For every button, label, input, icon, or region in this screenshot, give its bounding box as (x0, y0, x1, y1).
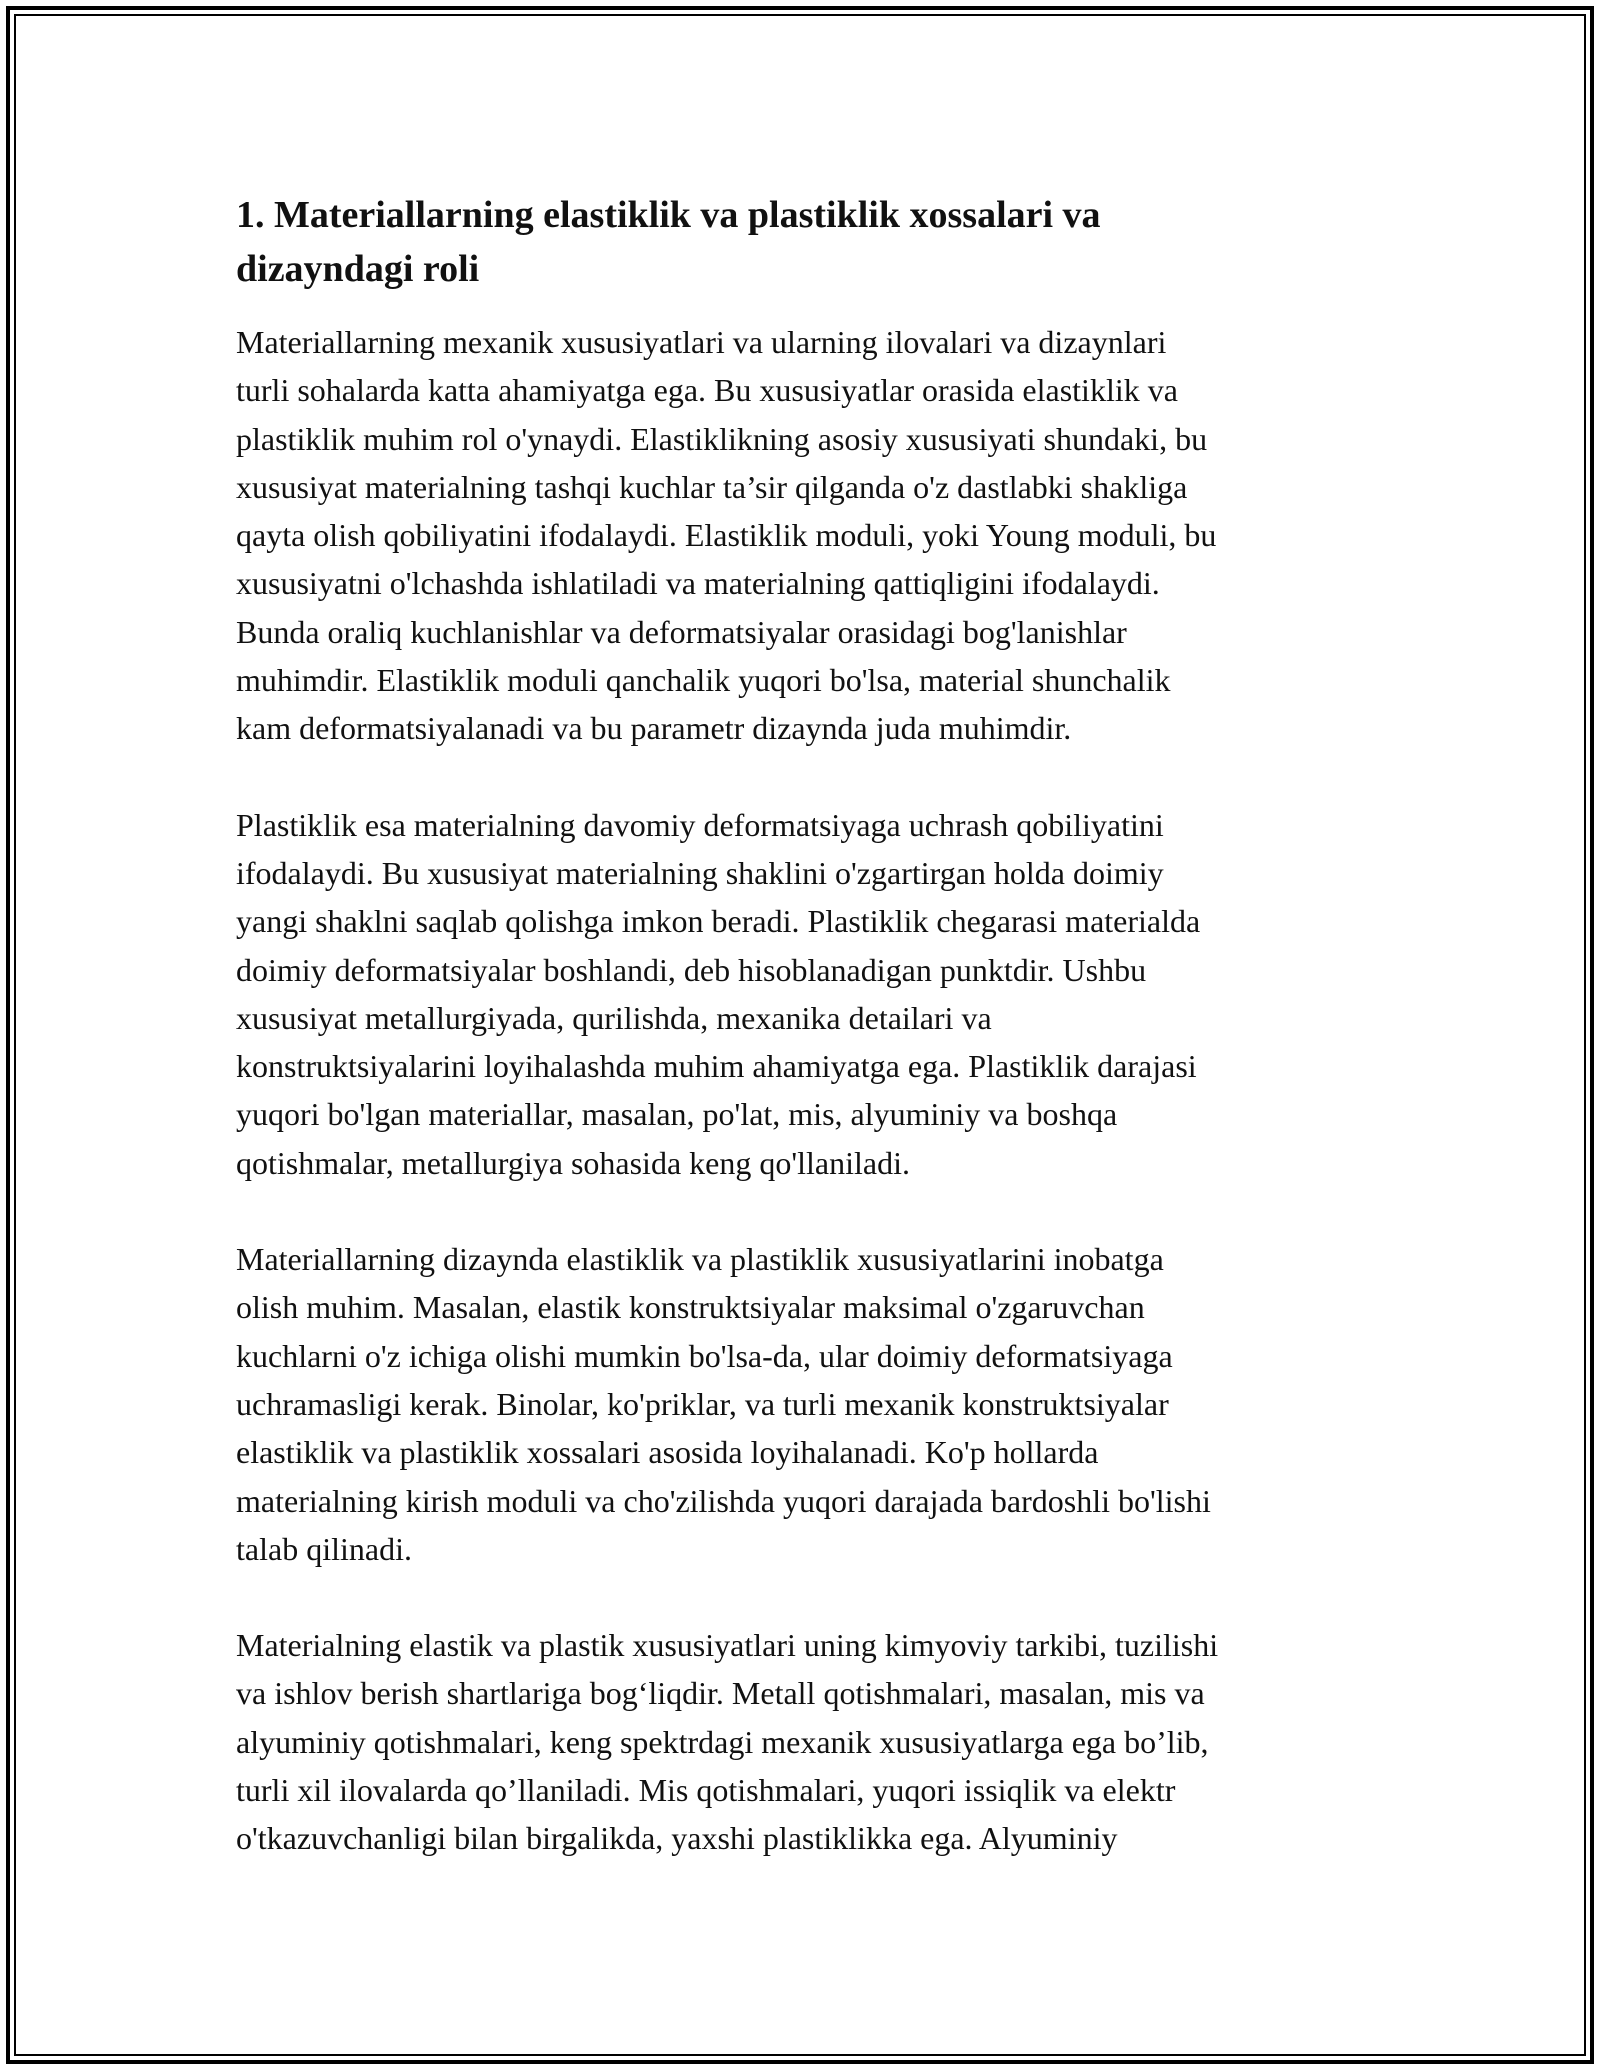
paragraph-composition: Materialning elastik va plastik xususiyatlari uning kimyoviy tarkibi, tuzilishi va ishlov berish shartlariga bog‘liqdir. Metall qotishmalari, masalan, mis va alyuminiy qotishmalari, keng spektrdagi mexanik xususiyatlarga ega bo’lib, turli xil ilovalarda qo’llaniladi. Mis qotishmalari, yuqori issiqlik va elektr o'tkazuvchanligi bilan birgalikda, yaxshi plastiklikka ega. Alyuminiy (236, 1627, 1219, 1857)
paragraph-plasticity: Plastiklik esa materialning davomiy deformatsiyaga uchrash qobiliyatini ifodalaydi. Bu xususiyat materialning shaklini o'zgartirgan holda doimiy yangi shaklni saqlab qolishga imkon beradi. Plastiklik chegarasi materialda doimiy deformatsiyalar boshlandi, deb hisoblanadigan punktdir. Ushbu xususiyat metallurgiyada, qurilishda, mexanika detailari va konstruktsiyalarini loyihalashda muhim ahamiyatga ega. Plastiklik darajasi yuqori bo'lgan materiallar, masalan, po'lat, mis, alyuminiy va boshqa qotishmalar, metallurgiya sohasida keng qo'llaniladi. (236, 806, 1201, 1181)
paragraph-design: Materiallarning dizaynda elastiklik va plastiklik xususiyatlarini inobatga olish muhim. Masalan, elastik konstruktsiyalar maksimal o'zgaruvchan kuchlarni o'z ichiga olishi mumkin bo'lsa-da, ular doimiy deformatsiyaga uchramasligi kerak. Binolar, ko'priklar, va turli mexanik konstruktsiyalar elastiklik va plastiklik xossalari asosida loyihalanadi. Ko'p hollarda materialning kirish moduli va cho'zilishda yuqori darajada bardoshli bo'lishi talab qilinadi. (236, 1241, 1211, 1567)
paragraph-elasticity: Materiallarning mexanik xususiyatlari va ularning ilovalari va dizaynlari turli sohalarda katta ahamiyatga ega. Bu xususiyatlar orasida elastiklik va plastiklik muhim rol o'ynaydi. Elastiklikning asosiy xususiyati shundaki, bu xususiyat materialning tashqi kuchlar ta’sir qilganda o'z dastlabki shakliga qayta olish qobiliyatini ifodalaydi. Elastiklik moduli, yoki Young moduli, bu xususiyatni o'lchashda ishlatiladi va materialning qattiqligini ifodalaydi. Bunda oraliq kuchlanishlar va deformatsiyalar orasidagi bog'lanishlar muhimdir. Elastiklik moduli qanchalik yuqori bo'lsa, material shunchalik kam deformatsiyalanadi va bu parametr dizaynda juda muhimdir. (236, 324, 1217, 747)
document-body (236, 188, 1376, 1911)
paragraph-list (236, 318, 1376, 1863)
section-heading: 1. Materiallarning elastiklik va plastiklik xossalari va dizayndagi roli (236, 194, 1101, 290)
